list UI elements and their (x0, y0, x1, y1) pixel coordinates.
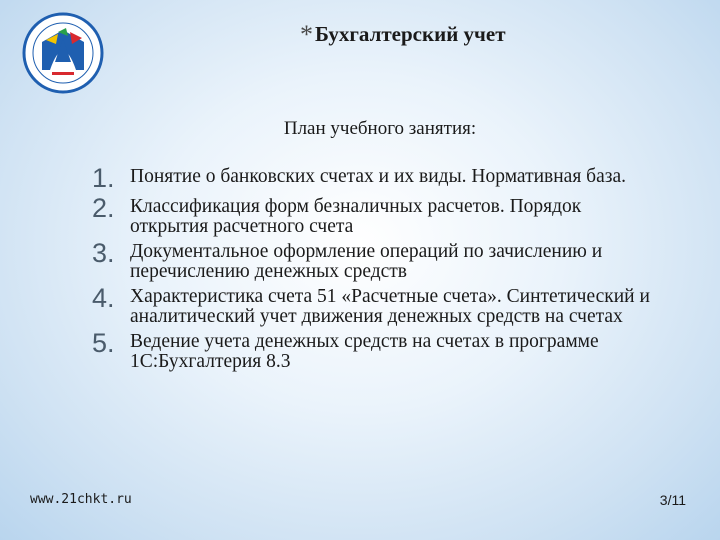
item-text: Ведение учета денежных средств на счетах в программе 1С:Бухгалтерия 8.3 (130, 331, 599, 372)
title-text: Бухгалтерский учет (315, 22, 506, 46)
item-number: 1. (92, 163, 115, 193)
footer-website: www.21chkt.ru (30, 492, 132, 507)
list-item (92, 284, 652, 327)
page-number: 3/11 (659, 492, 686, 508)
lesson-plan-list (92, 164, 652, 374)
item-text: Понятие о банковских счетах и их виды. Нормативная база. (130, 166, 626, 187)
title-mark: * (300, 20, 313, 49)
item-number: 4. (92, 283, 115, 313)
item-number: 3. (92, 238, 115, 268)
list-item (92, 329, 652, 372)
list-item (92, 239, 652, 282)
item-text: Документальное оформление операций по зачислению и перечислению денежных средств (130, 241, 603, 282)
item-number: 2. (92, 193, 115, 223)
list-item (92, 164, 652, 192)
item-text: Классификация форм безналичных расчетов. Порядок открытия расчетного счета (130, 196, 582, 237)
item-number: 5. (92, 328, 115, 358)
item-text: Характеристика счета 51 «Расчетные счета». Синтетический и аналитический учет движения денежных средств на счетах (130, 286, 650, 327)
college-emblem-icon (22, 12, 104, 94)
slide-title (300, 20, 506, 50)
list-item (92, 194, 652, 237)
lesson-plan-heading: План учебного занятия: (283, 118, 477, 139)
